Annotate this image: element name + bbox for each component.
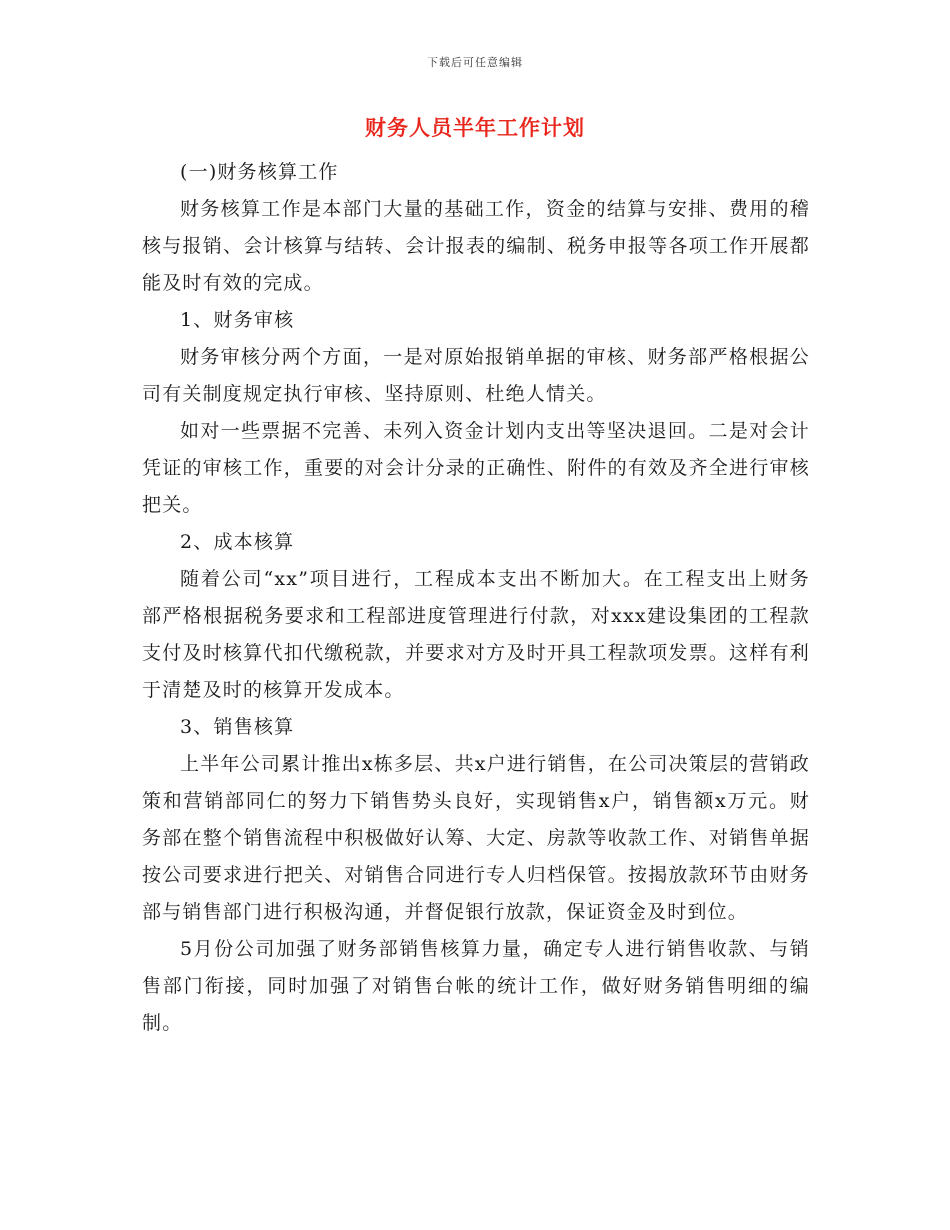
subsection-heading: 3、销售核算 bbox=[180, 716, 295, 738]
body-paragraph: 财务审核分两个方面，一是对原始报销单据的审核、财务部严格根据公司有关制度规定执行审核、坚持原则、杜绝人情关。 bbox=[142, 346, 810, 405]
body-paragraph: 财务核算工作是本部门大量的基础工作，资金的结算与安排、费用的稽核与报销、会计核算与结转、会计报表的编制、税务申报等各项工作开展都能及时有效的完成。 bbox=[142, 198, 810, 294]
body-paragraph: 上半年公司累计推出x栋多层、共x户进行销售，在公司决策层的营销政策和营销部同仁的努力下销售势头良好，实现销售x户，销售额x万元。财务部在整个销售流程中积极做好认筹、大定、房款等收款工作、对销售单据按公司要求进行把关、对销售合同进行专人归档保管。按揭放款环节由财务部与销售部门进行积极沟通，并督促银行放款，保证资金及时到位。 bbox=[142, 753, 810, 923]
page-header: 下载后可任意编辑 bbox=[427, 56, 523, 69]
body-paragraph: 随着公司“xx”项目进行，工程成本支出不断加大。在工程支出上财务部严格根据税务要求和工程部进度管理进行付款，对xxx建设集团的工程款支付及时核算代扣代缴税款，并要求对方及时开具工程款项发票。这样有利于清楚及时的核算开发成本。 bbox=[142, 568, 810, 701]
body-paragraph: 5月份公司加强了财务部销售核算力量，确定专人进行销售收款、与销售部门衔接，同时加强了对销售台帐的统计工作，做好财务销售明细的编制。 bbox=[142, 938, 810, 1034]
subsection-heading: 1、财务审核 bbox=[180, 309, 295, 331]
document-title: 财务人员半年工作计划 bbox=[365, 115, 585, 140]
document-body bbox=[142, 154, 810, 1042]
body-paragraph: 如对一些票据不完善、未列入资金计划内支出等坚决退回。二是对会计凭证的审核工作，重要的对会计分录的正确性、附件的有效及齐全进行审核把关。 bbox=[142, 420, 810, 516]
section-heading: (一)财务核算工作 bbox=[180, 161, 339, 183]
subsection-heading: 2、成本核算 bbox=[180, 531, 295, 553]
